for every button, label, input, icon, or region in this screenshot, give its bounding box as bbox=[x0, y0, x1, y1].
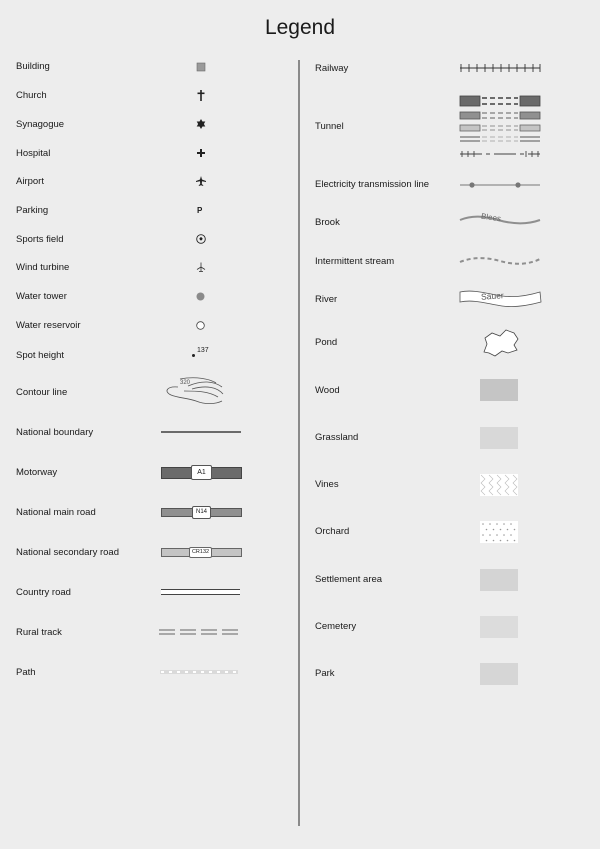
wind-turbine-icon bbox=[196, 262, 206, 272]
railway-line-icon bbox=[460, 63, 542, 73]
brook-line-icon bbox=[460, 211, 544, 229]
soccer-ball-icon bbox=[196, 234, 206, 244]
water-reservoir-icon bbox=[196, 321, 205, 330]
airport-label: Airport bbox=[16, 176, 44, 187]
country-road-line-icon bbox=[161, 589, 240, 595]
power-line-icon bbox=[460, 181, 542, 189]
contour-line-label: Contour line bbox=[16, 387, 68, 398]
airplane-icon bbox=[196, 176, 206, 186]
secondary-road-shield: CR132 bbox=[189, 547, 212, 558]
vines-label: Vines bbox=[315, 479, 339, 490]
water-tower-icon bbox=[196, 292, 205, 301]
orchard-area-icon bbox=[480, 521, 518, 543]
national-boundary-label: National boundary bbox=[16, 427, 94, 438]
hospital-label: Hospital bbox=[16, 148, 51, 159]
grassland-label: Grassland bbox=[315, 432, 359, 443]
brook-name: Blees bbox=[480, 211, 502, 224]
settlement-area-label: Settlement area bbox=[315, 574, 383, 585]
contour-value: 320 bbox=[180, 380, 191, 386]
railway-label: Railway bbox=[315, 63, 349, 74]
wood-area-icon bbox=[480, 379, 518, 401]
path-line-icon bbox=[160, 670, 240, 674]
legend-title: Legend bbox=[264, 16, 336, 39]
grassland-area-icon bbox=[480, 427, 518, 449]
cemetery-area-icon bbox=[480, 616, 518, 638]
contour-lines-icon bbox=[162, 377, 228, 407]
river-name: Sauer bbox=[480, 290, 505, 302]
river-label: River bbox=[315, 294, 338, 305]
water-tower-label: Water tower bbox=[16, 291, 67, 302]
tunnel-symbols-icon bbox=[460, 96, 542, 160]
church-label: Church bbox=[16, 90, 47, 101]
country-road-label: Country road bbox=[16, 587, 71, 598]
orchard-label: Orchard bbox=[315, 526, 350, 537]
pond-label: Pond bbox=[315, 337, 338, 348]
national-main-road-label: National main road bbox=[16, 507, 96, 518]
intermittent-stream-line-icon bbox=[460, 255, 544, 267]
wind-turbine-label: Wind turbine bbox=[16, 262, 70, 273]
motorway-label: Motorway bbox=[16, 467, 58, 478]
settlement-area-icon bbox=[480, 569, 518, 591]
church-cross-icon bbox=[197, 90, 205, 101]
path-label: Path bbox=[16, 667, 36, 678]
wood-label: Wood bbox=[315, 385, 340, 396]
building-label: Building bbox=[16, 61, 50, 72]
electricity-label: Electricity transmission line bbox=[315, 179, 430, 190]
spot-height-label: Spot height bbox=[16, 350, 65, 361]
national-secondary-road-label: National secondary road bbox=[16, 547, 119, 558]
synagogue-label: Synagogue bbox=[16, 119, 65, 130]
pond-shape-icon bbox=[480, 328, 522, 358]
vines-area-icon bbox=[480, 474, 518, 496]
brook-label: Brook bbox=[315, 217, 340, 228]
sports-field-label: Sports field bbox=[16, 234, 64, 245]
park-label: Park bbox=[315, 668, 335, 679]
parking-label: Parking bbox=[16, 205, 49, 216]
water-reservoir-label: Water reservoir bbox=[16, 320, 81, 331]
cemetery-label: Cemetery bbox=[315, 621, 357, 632]
spot-height-dot-icon bbox=[192, 354, 195, 357]
national-boundary-line-icon bbox=[161, 431, 241, 433]
star-of-david-icon bbox=[196, 119, 206, 129]
parking-p-icon: P bbox=[197, 206, 203, 215]
hospital-cross-icon bbox=[197, 149, 205, 157]
rural-track-line-icon bbox=[159, 629, 241, 635]
main-road-shield: N14 bbox=[192, 506, 211, 519]
building-icon bbox=[197, 63, 205, 71]
intermittent-stream-label: Intermittent stream bbox=[315, 256, 395, 267]
tunnel-label: Tunnel bbox=[315, 121, 344, 132]
rural-track-label: Rural track bbox=[16, 627, 62, 638]
park-area-icon bbox=[480, 663, 518, 685]
spot-height-value: 137 bbox=[197, 347, 209, 354]
column-divider bbox=[298, 60, 300, 826]
motorway-shield: A1 bbox=[191, 465, 212, 480]
